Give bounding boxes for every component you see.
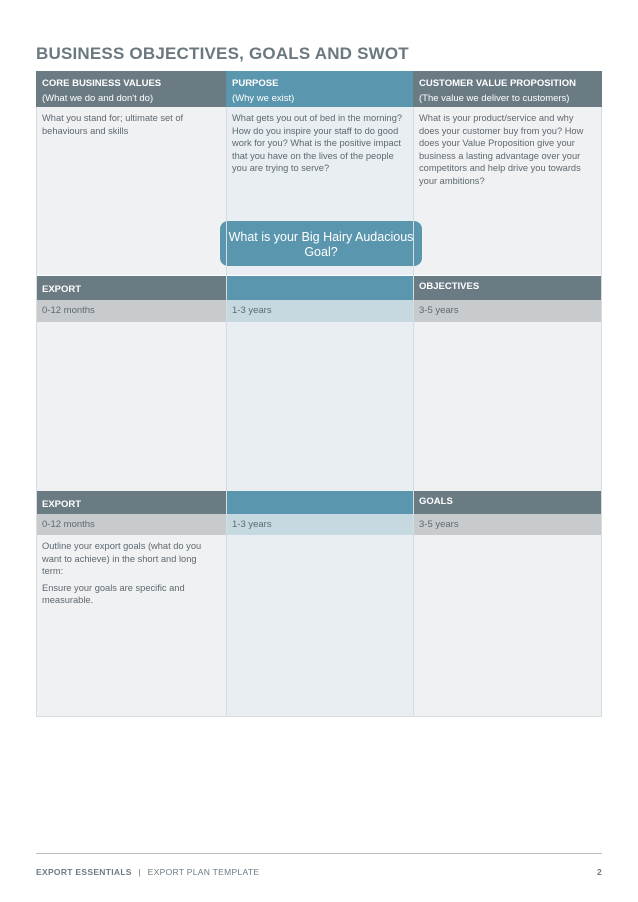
goals-instruction: Outline your export goals (what do you want to achieve) in the short and long term: xyxy=(42,541,202,577)
table-bottom-edge xyxy=(36,716,602,717)
objectives-middle-header xyxy=(226,276,413,300)
goals-header: GOALS xyxy=(413,491,602,514)
column-divider xyxy=(226,107,227,717)
header-subtitle: (The value we deliver to customers) xyxy=(419,93,570,104)
objectives-cell-long-term[interactable] xyxy=(413,322,602,491)
goals-instruction: Ensure your goals are specific and measurable. xyxy=(42,582,185,606)
goals-period-3-5: 3-5 years xyxy=(413,514,602,535)
header-subtitle: (What we do and don't do) xyxy=(42,93,154,104)
footer-document-name: EXPORT PLAN TEMPLATE xyxy=(147,867,260,877)
core-values-cell[interactable] xyxy=(36,107,226,275)
header-core-business-values xyxy=(36,71,226,107)
goals-export-header: EXPORT xyxy=(36,491,226,514)
objectives-cell-short-term[interactable] xyxy=(36,322,226,491)
header-purpose xyxy=(226,71,413,107)
cell-text: What gets you out of bed in the morning? How do you inspire your staff to do good work for you? What is the positive impact that you have on the lives of the people you are trying to serve? xyxy=(232,113,403,174)
header-title: PURPOSE xyxy=(232,78,279,89)
footer-text xyxy=(36,867,259,877)
cell-text: What is your product/service and why does your customer buy from you? How does your Value Proposition give your business a lasting advantage over your competitors and help drive you towards your ambitions? xyxy=(419,113,584,186)
header-title: CUSTOMER VALUE PROPOSITION xyxy=(419,78,576,89)
objectives-period-3-5: 3-5 years xyxy=(413,300,602,322)
objectives-header: OBJECTIVES xyxy=(413,276,602,300)
table-left-edge xyxy=(36,107,37,717)
column-divider xyxy=(413,107,414,717)
goals-period-1-3: 1-3 years xyxy=(226,514,413,535)
objectives-cell-mid-term[interactable] xyxy=(226,322,413,491)
footer-divider xyxy=(36,853,602,854)
goals-period-0-12: 0-12 months xyxy=(36,514,226,535)
page-title: BUSINESS OBJECTIVES, GOALS AND SWOT xyxy=(36,44,409,63)
header-customer-value-proposition xyxy=(413,71,602,107)
big-hairy-goal-box: What is your Big Hairy Audacious Goal? xyxy=(220,221,422,266)
footer-brand: EXPORT ESSENTIALS xyxy=(36,867,132,877)
goals-cell-mid-term[interactable] xyxy=(226,535,413,717)
header-title: CORE BUSINESS VALUES xyxy=(42,78,162,89)
table-right-edge xyxy=(601,107,602,717)
objectives-period-1-3: 1-3 years xyxy=(226,300,413,322)
objectives-period-0-12: 0-12 months xyxy=(36,300,226,322)
goals-cell-short-term[interactable] xyxy=(36,535,226,717)
page-number: 2 xyxy=(596,867,602,877)
cell-text: What you stand for; ultimate set of behaviours and skills xyxy=(42,113,184,136)
value-proposition-cell[interactable] xyxy=(413,107,602,275)
footer-separator: | xyxy=(138,867,141,877)
goals-cell-long-term[interactable] xyxy=(413,535,602,717)
goals-middle-header xyxy=(226,491,413,514)
objectives-export-header: EXPORT xyxy=(36,276,226,300)
header-subtitle: (Why we exist) xyxy=(232,93,295,104)
